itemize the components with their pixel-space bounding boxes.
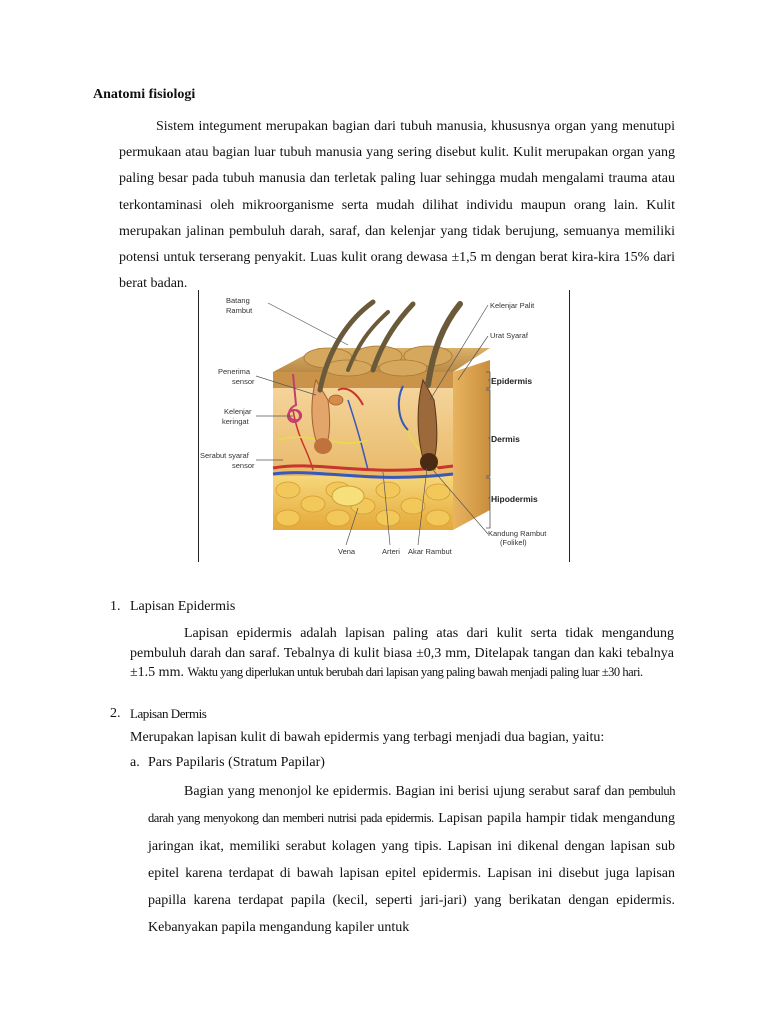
label-batang-rambut-2: Rambut: [226, 306, 253, 315]
label-serabut-saraf-2: sensor: [232, 461, 255, 470]
list-number-2: 2.: [110, 706, 121, 721]
epidermis-paragraph: [130, 624, 674, 683]
label-arteri: Arteri: [382, 547, 400, 556]
section-title-dermis: Lapisan Dermis: [130, 706, 207, 721]
intro-text: Sistem integument merupakan bagian dari tubuh manusia, khususnya organ yang menutupi permukaan atau bagian luar tubuh manusia yang sering disebut kulit. Kulit merupakan organ yang paling besar pada tubuh manusia dan terletak paling luar sehingga mudah mengalami trauma atau terkontaminasi oleh mikroorganisme serta mudah dilihat individu maupun orang lain. Kulit merupakan jalinan pembuluh darah, saraf, dan kelenjar yang tidak berujung, semuanya memiliki potensi untuk terserang penyakit. Luas kulit orang dewasa ±1,5 m dengan berat kira-kira 15% dari berat badan.: [119, 119, 675, 292]
label-penerima-sensor-1: Penerima: [218, 367, 251, 376]
list-number-1: 1.: [110, 599, 121, 614]
label-dermis: Dermis: [491, 434, 520, 444]
label-penerima-sensor-2: sensor: [232, 377, 255, 386]
label-urat-syaraf: Urat Syaraf: [490, 331, 528, 340]
label-kandung-rambut-1: Kandung Rambut: [488, 529, 547, 538]
skin-anatomy-figure: [198, 290, 570, 562]
pars-papilaris-text-1: Bagian yang menonjol ke epidermis. Bagian ini berisi ujung serabut saraf dan: [184, 784, 625, 799]
label-akar-rambut: Akar Rambut: [408, 547, 452, 556]
label-batang-rambut-1: Batang: [226, 296, 250, 305]
epidermis-text: Lapisan epidermis adalah lapisan paling atas dari kulit serta tidak mengandung pembuluh darah dan saraf. Tebalnya di kulit biasa ±0,3 mm, Ditelapak tangan dan kaki tebalnya ±1.5 mm.: [130, 626, 674, 680]
label-serabut-saraf-1: Serabut syaraf: [200, 451, 249, 460]
section-heading: Anatomi fisiologi: [93, 87, 196, 102]
skin-block-side: [453, 360, 490, 530]
pars-papilaris-text-condensed: pembuluh darah yang menyokong dan memberi nutrisi pada epidermis.: [148, 784, 676, 826]
label-kelenjar-keringat-2: keringat: [222, 417, 249, 426]
label-kelenjar-keringat-1: Kelenjar: [224, 407, 252, 416]
epidermis-text-condensed: Waktu yang diperlukan untuk berubah dari lapisan yang paling bawah menjadi paling luar ±30 hari.: [187, 665, 643, 679]
sensory-receptor: [332, 486, 364, 506]
dermis-intro: Merupakan lapisan kulit di bawah epidermis yang terbagi menjadi dua bagian, yaitu:: [130, 730, 605, 745]
pars-papilaris-text-2: Lapisan papila hampir tidak mengandung jaringan ikat, memiliki serabut kolagen yang tipis. Lapisan ini dikenal dengan lapisan sub epitel karena terdapat di bawah lapisan epitel epidermis. Lapisan ini disebut juga lapisan papilla karena terdapat papila (kecil, seperti jari-jari) yang berikatan dengan epidermis. Kebanyakan papila mengandung kapiler untuk: [148, 811, 675, 936]
pars-papilaris-paragraph: [148, 778, 675, 942]
label-vena: Vena: [338, 547, 356, 556]
label-hipodermis: Hipodermis: [491, 494, 538, 504]
intro-paragraph: [119, 114, 675, 297]
label-kelenjar-palit: Kelenjar Palit: [490, 301, 535, 310]
sub-title-pars-papilaris: Pars Papilaris (Stratum Papilar): [148, 755, 325, 770]
sub-letter-a: a.: [130, 755, 140, 770]
label-kandung-rambut-2: (Folikel): [500, 538, 527, 547]
label-epidermis: Epidermis: [491, 376, 533, 386]
section-title-epidermis: Lapisan Epidermis: [130, 599, 236, 614]
